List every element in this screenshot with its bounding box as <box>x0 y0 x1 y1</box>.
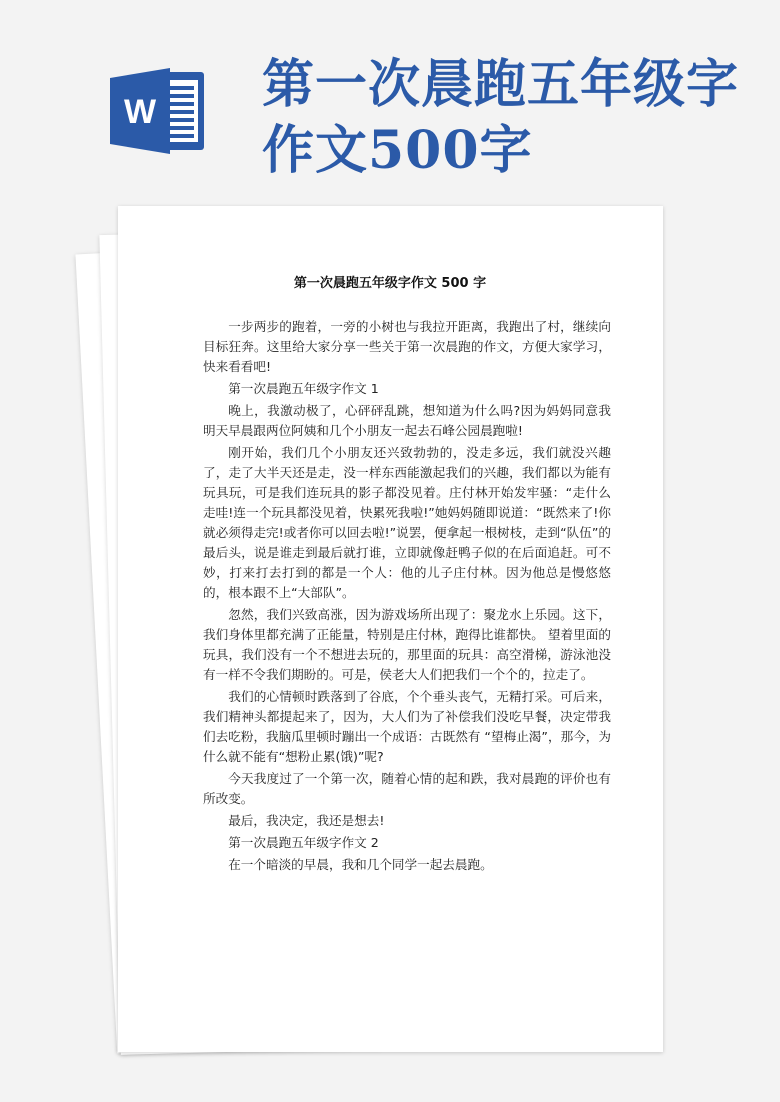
page-title: 第一次晨跑五年级字作文500字 <box>262 54 740 181</box>
paragraph: 忽然，我们兴致高涨，因为游戏场所出现了：聚龙水上乐园。这下，我们身体里都充满了正能量，特别是庄付林，跑得比谁都快。 望着里面的玩具，我们没有一个不想进去玩的，那里面的玩具：高空滑梯，游泳池没有一样不令我们期盼的。可是，侯老大人们把我们一个个的，拉走了。 <box>203 607 611 682</box>
section-heading: 第一次晨跑五年级字作文 1 <box>228 381 379 396</box>
section-heading: 第一次晨跑五年级字作文 2 <box>228 835 379 850</box>
paragraph: 刚开始，我们几个小朋友还兴致勃勃的，没走多远，我们就没兴趣了，走了大半天还是走，没一样东西能激起我们的兴趣，我们都以为能有玩具玩，可是我们连玩具的影子都没见着。庄付林开始发牢骚：“走什么走哇!连一个玩具都没见着，快累死我啦!”她妈妈随即说道：“既然来了!你就必须得走完!或者你可以回去啦!”说罢，便拿起一根树枝，走到“队伍”的最后头，说是谁走到最后就打谁，立即就像赶鸭子似的在后面追赶。可不妙，打来打去打到的都是一个人：他的儿子庄付林。因为他总是慢悠悠的，根本跟不上“大部队”。 <box>203 445 611 600</box>
logo-letter: W <box>123 93 157 131</box>
paragraph: 在一个暗淡的早晨，我和几个同学一起去晨跑。 <box>228 857 493 872</box>
word-logo-icon <box>108 66 208 156</box>
paragraph: 晚上，我激动极了，心砰砰乱跳，想知道为什么吗?因为妈妈同意我明天早晨跟两位阿姨和几个小朋友一起去石峰公园晨跑啦! <box>203 403 611 438</box>
paragraph: 最后，我决定，我还是想去! <box>228 813 385 828</box>
paragraph: 一步两步的跑着，一旁的小树也与我拉开距离，我跑出了村，继续向目标狂奔。这里给大家分享一些关于第一次晨跑的作文，方便大家学习，快来看看吧! <box>203 319 611 374</box>
document-title: 第一次晨跑五年级字作文 500 字 <box>293 276 487 291</box>
document-body <box>203 317 611 877</box>
paragraph: 我们的心情顿时跌落到了谷底，个个垂头丧气，无精打采。可后来，我们精神头都提起来了，因为，大人们为了补偿我们没吃早餐，决定带我们去吃粉，我脑瓜里顿时蹦出一个成语：古既然有 “望梅止渴”，那今，为什么就不能有“想粉止累(饿)”呢? <box>203 689 611 764</box>
paragraph: 今天我度过了一个第一次，随着心情的起和跌，我对晨跑的评价也有所改变。 <box>203 771 611 806</box>
